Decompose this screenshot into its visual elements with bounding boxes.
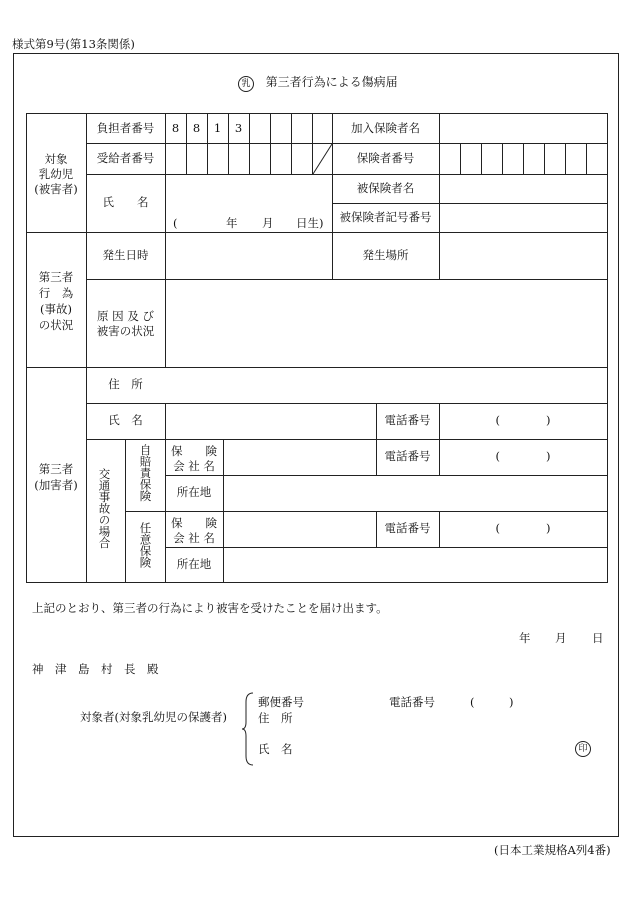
third-party-address-label: 住 所	[108, 377, 143, 391]
date-month: 月	[555, 631, 567, 645]
compulsory-location-label: 所在地	[176, 485, 212, 499]
incident-section-label: 第三者 行 為 (事故) の状況	[38, 270, 74, 332]
voluntary-company-label: 保 険 会 社 名	[171, 516, 217, 545]
form-title	[238, 76, 398, 92]
brace-icon	[241, 692, 255, 766]
datetime-label: 発生日時	[102, 248, 149, 262]
voluntary-location-label: 所在地	[176, 557, 212, 571]
applicant-label: 対象者(対象乳幼児の保護者)	[80, 710, 227, 724]
seal-icon: 印	[575, 741, 591, 757]
third-party-section-label: 第三者 (加害者)	[34, 462, 78, 492]
date-day: 日	[592, 631, 604, 645]
applicant-phone-parens: ( )	[470, 695, 514, 709]
statement: 上記のとおり、第三者の行為により被害を受けたことを届け出ます。	[32, 601, 388, 615]
place-label: 発生場所	[362, 248, 409, 262]
voluntary-phone-label: 電話番号	[384, 521, 431, 535]
burden-digit-3: 1	[213, 121, 222, 135]
burden-digit-2: 8	[192, 121, 201, 135]
voluntary-insurance-label: 任意保険	[138, 522, 153, 568]
compulsory-insurance-label: 自賠責保険	[138, 444, 153, 502]
postal-label: 郵便番号	[258, 695, 304, 709]
insured-symbol-label: 被保険者記号番号	[339, 210, 432, 224]
target-section-label: 対象 乳幼児 (被害者)	[34, 152, 78, 196]
insured-name-label: 被保険者名	[356, 181, 415, 195]
compulsory-phone-parens: ( )	[495, 449, 551, 463]
burden-number-label: 負担者番号	[96, 121, 155, 135]
voluntary-phone-parens: ( )	[495, 521, 551, 535]
traffic-accident-label: 交通事故の場合	[97, 468, 112, 549]
birth-day: 日生)	[296, 216, 324, 230]
infant-name-label: 氏 名	[102, 195, 149, 209]
title-text: 第三者行為による傷病届	[265, 75, 398, 89]
size-note: (日本工業規格A列4番)	[494, 843, 611, 857]
form-number: 様式第9号(第13条関係)	[12, 37, 135, 51]
third-party-phone-label: 電話番号	[384, 413, 431, 427]
birth-month: 月	[262, 216, 274, 230]
recipient-number-label: 受給者番号	[96, 151, 155, 165]
applicant-phone-label: 電話番号	[389, 695, 435, 709]
insurer-join-label: 加入保険者名	[351, 121, 420, 135]
title-seal-icon: 乳	[238, 76, 254, 92]
third-party-name-label: 氏 名	[108, 413, 143, 427]
addressee: 神 津 島 村 長 殿	[32, 662, 159, 676]
applicant-address-label: 住 所	[258, 711, 293, 725]
date-year: 年	[519, 631, 531, 645]
burden-digit-1: 8	[171, 121, 180, 135]
third-party-phone-parens: ( )	[495, 413, 551, 427]
void-slash	[312, 143, 333, 175]
main-table	[26, 113, 608, 583]
compulsory-company-label: 保 険 会 社 名	[171, 444, 217, 473]
applicant-name-label: 氏 名	[258, 742, 293, 756]
compulsory-phone-label: 電話番号	[384, 449, 431, 463]
cause-label: 原 因 及 び 被害の状況	[96, 309, 155, 338]
insurer-number-label: 保険者番号	[356, 151, 415, 165]
birth-open: (	[173, 216, 178, 230]
birth-year: 年	[226, 216, 238, 230]
burden-digit-4: 3	[234, 121, 243, 135]
